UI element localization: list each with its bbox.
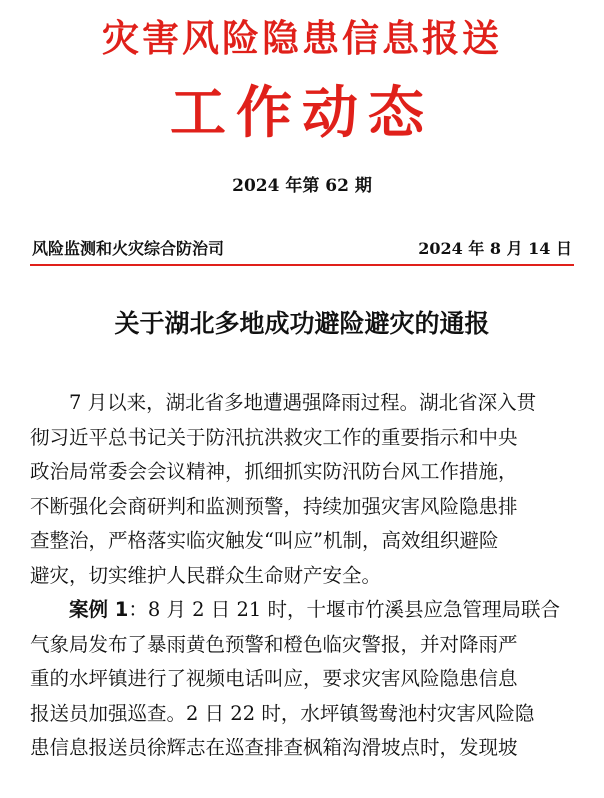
document-body bbox=[30, 386, 574, 766]
case-line: 气象局发布了暴雨黄色预警和橙色临灾警报，并对降雨严 bbox=[30, 632, 518, 656]
case-line-rest: ：8 月 2 日 21 时，十堰市竹溪县应急管理局联合 bbox=[128, 598, 560, 621]
case-label: 案例 1 bbox=[69, 598, 129, 621]
body-line: 政治局常委会会议精神，抓细抓实防汛防台风工作措施， bbox=[30, 460, 518, 483]
department-name: 风险监测和火灾综合防治司 bbox=[32, 239, 225, 258]
masthead-title: 灾害风险隐患信息报送 bbox=[102, 16, 502, 60]
body-line: 7 月以来，湖北省多地遭遇强降雨过程。湖北省深入贯 bbox=[69, 391, 537, 414]
body-line: 查整治，严格落实临灾触发“叫应”机制，高效组织避险 bbox=[30, 529, 499, 552]
body-line: 彻习近平总书记关于防汛抗洪救灾工作的重要指示和中央 bbox=[30, 425, 518, 449]
case-line: 患信息报送员徐辉志在巡查排查枫箱沟滑坡点时，发现坡 bbox=[30, 736, 518, 759]
document-title: 关于湖北多地成功避险避灾的通报 bbox=[114, 309, 490, 338]
body-line: 不断强化会商研判和监测预警，持续加强灾害风险隐患排 bbox=[30, 494, 518, 518]
case-line: 重的水坪镇进行了视频电话叫应，要求灾害风险隐患信息 bbox=[30, 667, 518, 690]
masthead-subtitle: 工作动态 bbox=[170, 80, 434, 146]
issue-number: 2024 年第 62 期 bbox=[232, 176, 372, 196]
body-line: 避灾，切实维护人民群众生命财产安全。 bbox=[30, 563, 382, 587]
case-line: 报送员加强巡查。2 日 22 时，水坪镇鸳鸯池村灾害风险隐 bbox=[30, 701, 535, 725]
issue-date: 2024 年 8 月 14 日 bbox=[418, 239, 572, 258]
meta-row bbox=[30, 236, 574, 262]
case-paragraph-first-line bbox=[30, 593, 574, 628]
red-divider bbox=[30, 264, 574, 266]
